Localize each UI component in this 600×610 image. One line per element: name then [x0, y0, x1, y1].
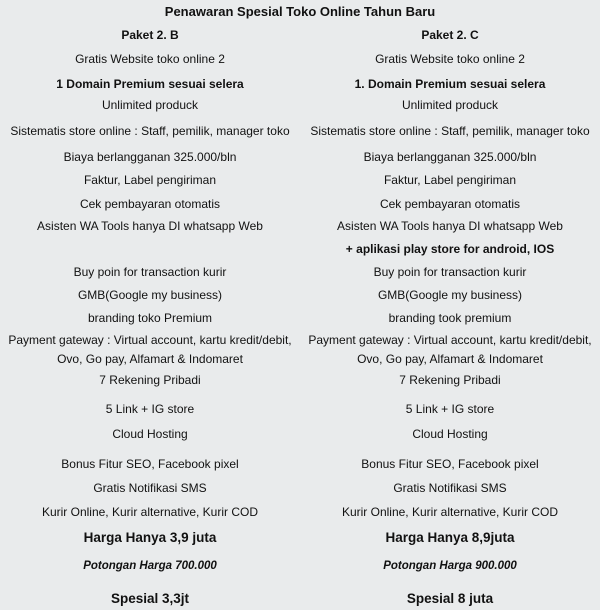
feature-unlimited: Unlimited produck — [401, 98, 499, 112]
feature-wa-tools: Asisten WA Tools hanya DI whatsapp Web — [37, 219, 263, 233]
discount-text: Potongan Harga 700.000 — [83, 560, 217, 572]
feature-courier-points: Buy poin for transaction kurir — [373, 265, 527, 279]
feature-store-system: Sistematis store online : Staff, pemilik, manager toko — [310, 124, 590, 138]
feature-wa-tools: Asisten WA Tools hanya DI whatsapp Web — [337, 219, 563, 233]
feature-website: Gratis Website toko online 2 — [75, 52, 225, 66]
discount-text: Potongan Harga 900.000 — [383, 560, 517, 572]
feature-links: 5 Link + IG store — [105, 402, 195, 416]
feature-seo: Bonus Fitur SEO, Facebook pixel — [361, 457, 539, 471]
feature-invoice: Faktur, Label pengiriman — [83, 173, 217, 187]
feature-extra-app: + aplikasi play store for android, IOS — [345, 242, 555, 256]
feature-seo: Bonus Fitur SEO, Facebook pixel — [61, 457, 239, 471]
feature-branding: branding took premium — [388, 311, 512, 325]
price-text: Harga Hanya 8,9juta — [385, 530, 515, 545]
price-text: Harga Hanya 3,9 juta — [83, 530, 217, 545]
feature-invoice: Faktur, Label pengiriman — [383, 173, 517, 187]
feature-website: Gratis Website toko online 2 — [375, 52, 525, 66]
feature-accounts: 7 Rekening Pribadi — [399, 373, 501, 387]
package-name: Paket 2. C — [421, 28, 479, 42]
package-name: Paket 2. B — [121, 28, 179, 42]
feature-payment-gateway: Payment gateway : Virtual account, kartu kredit/debit, Ovo, Go pay, Alfamart & Indomaret — [8, 333, 292, 366]
feature-payment-gateway: Payment gateway : Virtual account, kartu kredit/debit, Ovo, Go pay, Alfamart & Indomaret — [308, 333, 592, 366]
feature-domain: 1 Domain Premium sesuai selera — [56, 77, 244, 91]
special-price: Spesial 3,3jt — [110, 591, 190, 606]
feature-subscription: Biaya berlangganan 325.000/bln — [363, 150, 537, 164]
feature-gmb: GMB(Google my business) — [377, 288, 523, 302]
feature-courier-points: Buy poin for transaction kurir — [73, 265, 227, 279]
feature-payment-check: Cek pembayaran otomatis — [379, 197, 521, 211]
feature-store-system: Sistematis store online : Staff, pemilik, manager toko — [10, 124, 290, 138]
feature-hosting: Cloud Hosting — [112, 427, 188, 441]
feature-courier: Kurir Online, Kurir alternative, Kurir COD — [41, 505, 259, 519]
feature-accounts: 7 Rekening Pribadi — [99, 373, 201, 387]
feature-sms: Gratis Notifikasi SMS — [393, 481, 507, 495]
feature-hosting: Cloud Hosting — [412, 427, 488, 441]
special-price: Spesial 8 juta — [406, 591, 494, 606]
feature-unlimited: Unlimited produck — [101, 98, 199, 112]
feature-sms: Gratis Notifikasi SMS — [93, 481, 207, 495]
feature-subscription: Biaya berlangganan 325.000/bln — [63, 150, 237, 164]
feature-links: 5 Link + IG store — [405, 402, 495, 416]
feature-domain: 1. Domain Premium sesuai selera — [354, 77, 546, 91]
feature-payment-check: Cek pembayaran otomatis — [79, 197, 221, 211]
feature-gmb: GMB(Google my business) — [77, 288, 223, 302]
page-title: Penawaran Spesial Toko Online Tahun Baru — [164, 4, 436, 19]
feature-courier: Kurir Online, Kurir alternative, Kurir COD — [341, 505, 559, 519]
feature-branding: branding toko Premium — [87, 311, 213, 325]
